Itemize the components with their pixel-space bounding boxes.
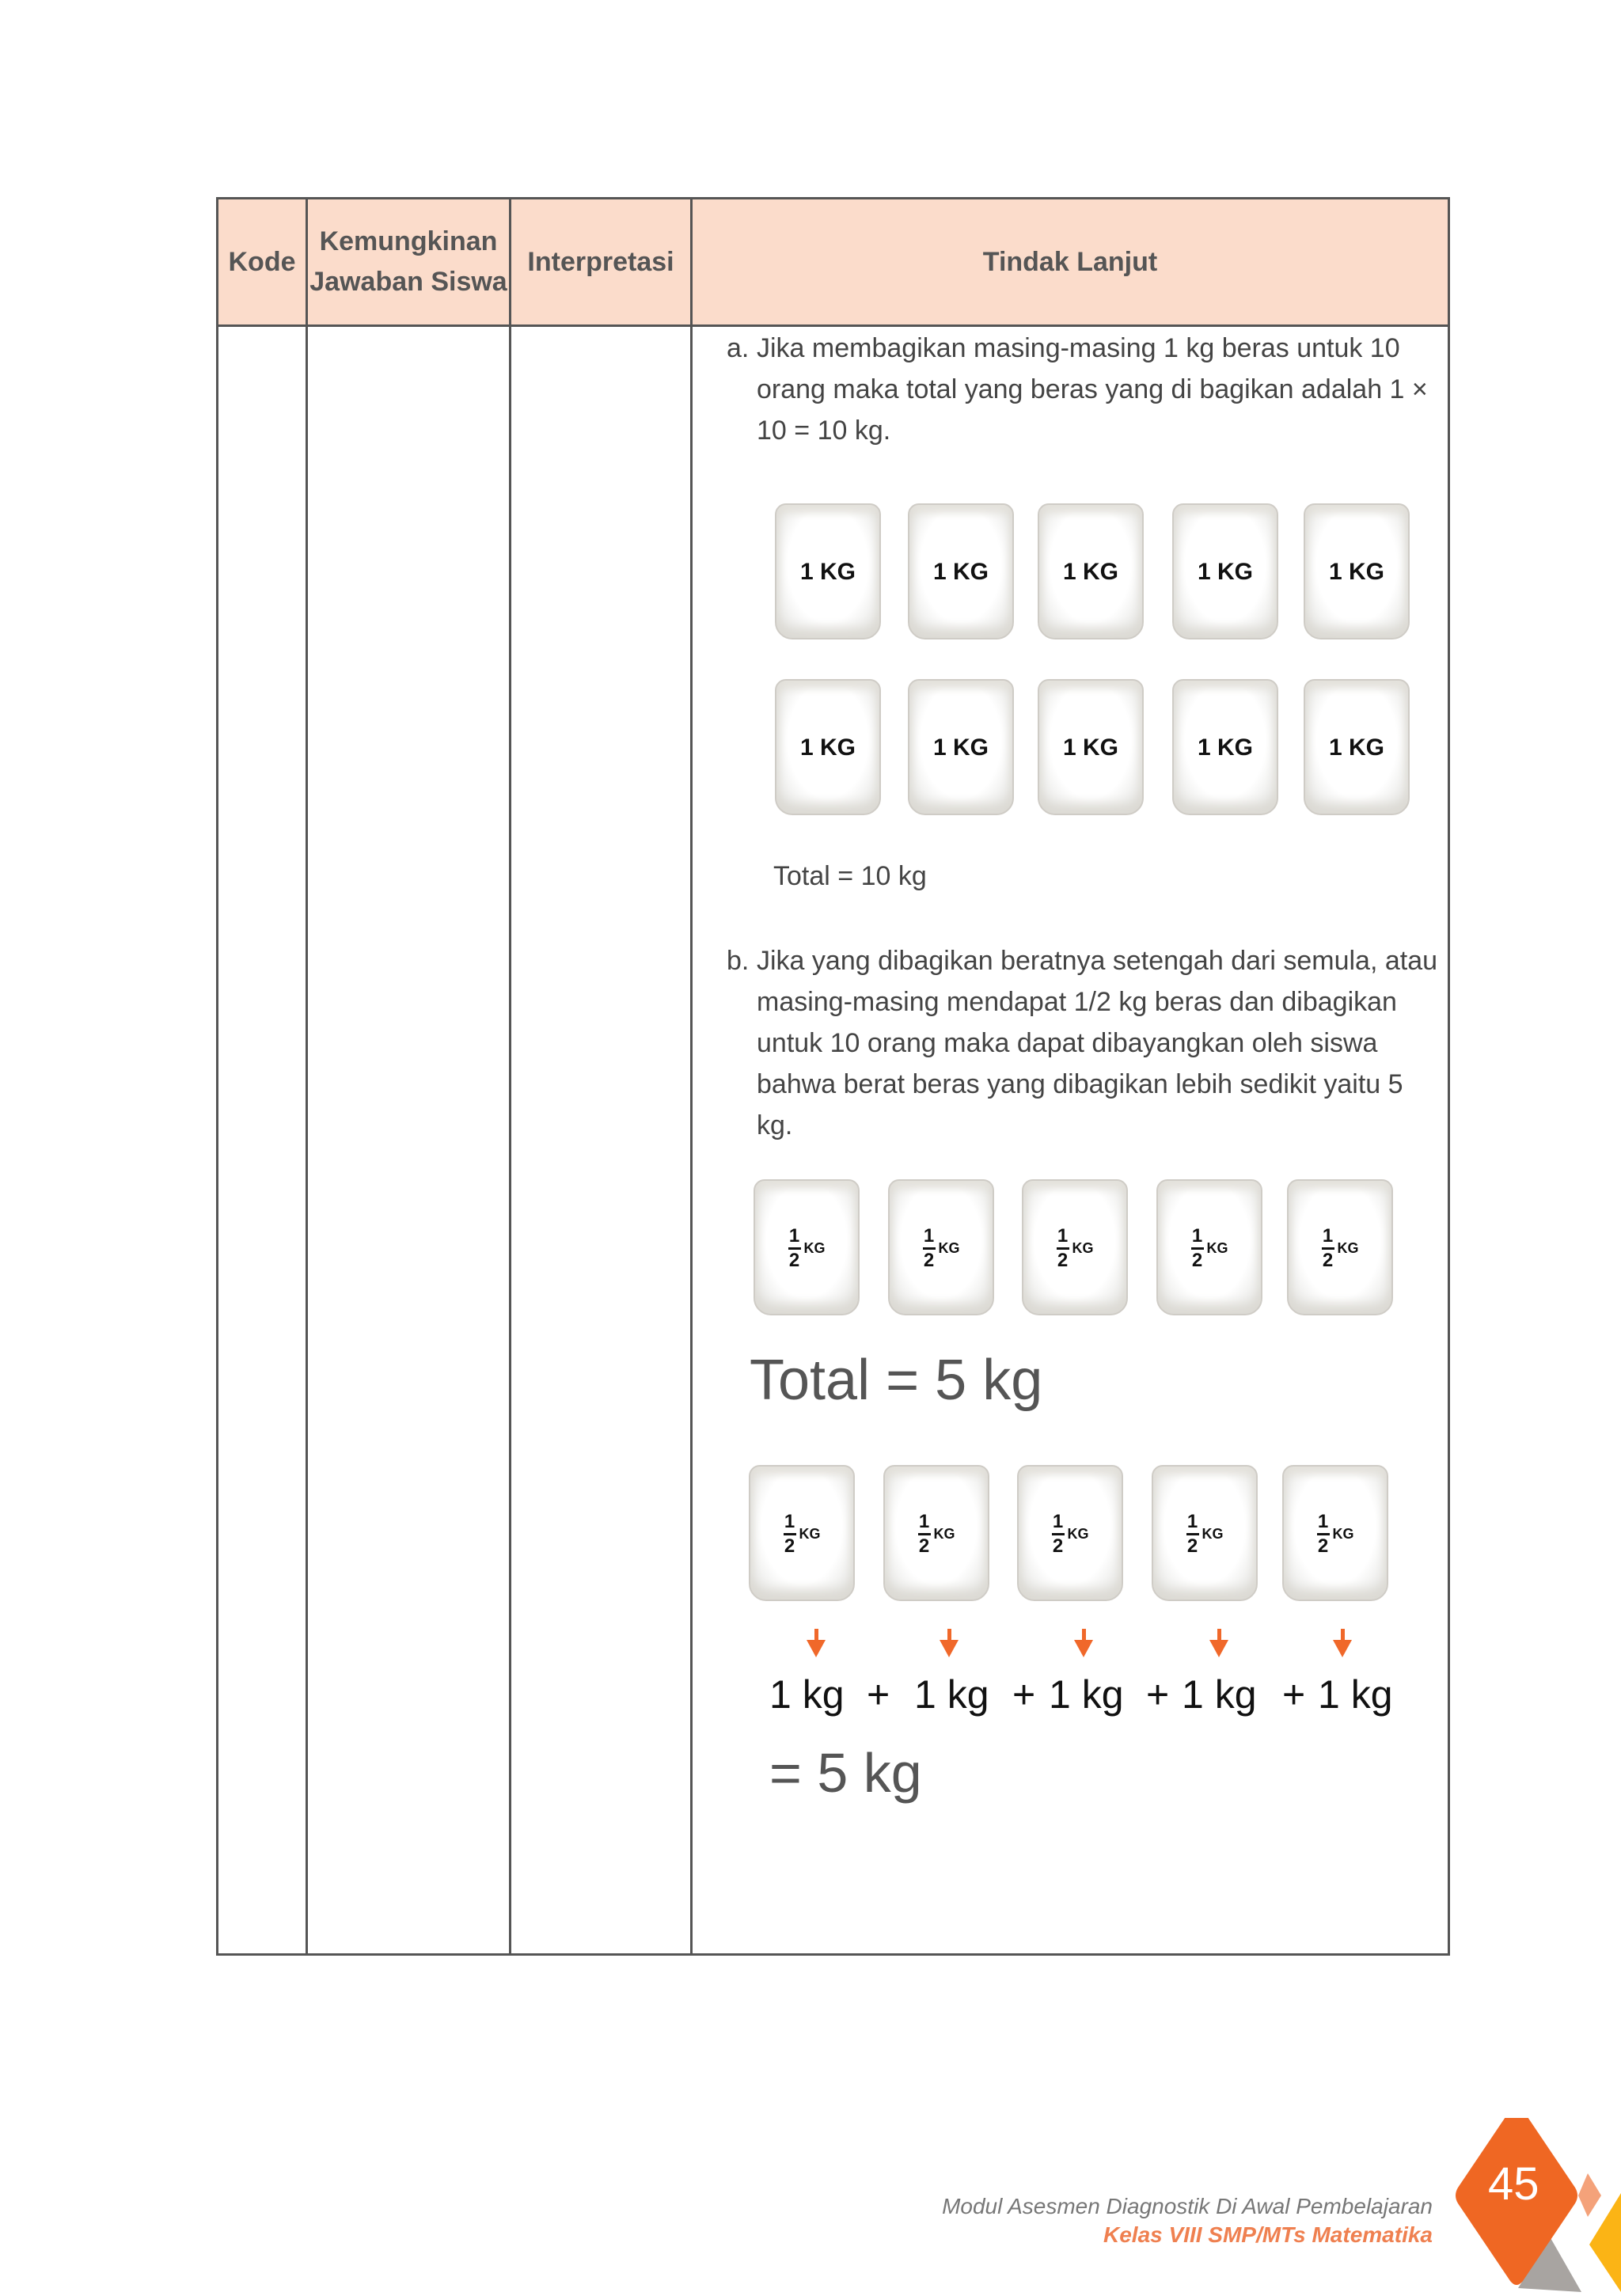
one-kg-rice-bag: [903, 497, 1019, 647]
point-b-label: b.: [727, 946, 750, 976]
bag-label: 1 KG: [1062, 734, 1119, 761]
arrow-down-icon: [807, 1640, 826, 1657]
numerator: 1: [784, 1510, 795, 1532]
bag-label: 1 KG: [799, 734, 856, 761]
page-number: 45: [1488, 2158, 1539, 2210]
bag-label: [1012, 1459, 1128, 1609]
point-b: [727, 940, 1439, 1146]
unit: KG: [1067, 1525, 1089, 1542]
point-b-text: Jika yang dibagikan beratnya setengah dari semula, atau masing-masing mendapat 1/2 kg beras dan dibagikan untuk 10 orang maka dapat dibayangkan oleh siswa bahwa berat beras yang dibagikan lebih sedikit yaitu 5 kg.: [757, 946, 1438, 1140]
header-kode: Kode: [228, 246, 296, 277]
sum-term: 1 kg: [1182, 1672, 1257, 1717]
numerator: 1: [1191, 1224, 1203, 1247]
sum-term: 1 kg: [1318, 1672, 1393, 1717]
unit: KG: [803, 1239, 826, 1256]
unit: KG: [799, 1525, 821, 1542]
sum-term: 1 kg: [1049, 1672, 1124, 1717]
unit: KG: [1072, 1239, 1094, 1256]
half-kg-rice-bag: [883, 1173, 999, 1323]
one-kg-rice-bag: [1167, 497, 1283, 647]
bag-label: 1 KG: [1197, 734, 1254, 761]
fraction: [1052, 1512, 1065, 1556]
fraction: [1322, 1224, 1334, 1271]
bag-label: 1 KG: [1062, 559, 1119, 585]
fraction: [923, 1224, 936, 1271]
half-kg-rice-bag: [1012, 1459, 1128, 1609]
plus-sign: +: [1146, 1672, 1170, 1717]
denominator: 2: [1052, 1535, 1064, 1557]
half-kg-rice-bag: [749, 1173, 864, 1323]
one-kg-rice-bag: [1167, 673, 1283, 823]
fraction: [1317, 1512, 1330, 1556]
bag-label: [1017, 1173, 1133, 1323]
plus-sign: +: [867, 1672, 890, 1717]
half-kg-rice-bag: [1147, 1459, 1262, 1609]
numerator: 1: [923, 1224, 935, 1247]
point-a-text: Jika membagikan masing-masing 1 kg beras untuk 10 orang maka total yang beras yang di bagikan adalah 1 × 10 = 10 kg.: [757, 333, 1428, 446]
fraction: [1191, 1224, 1204, 1271]
unit: KG: [1206, 1239, 1228, 1256]
numerator: 1: [1186, 1510, 1198, 1532]
unit: KG: [933, 1525, 955, 1542]
numerator: 1: [1052, 1510, 1064, 1532]
unit: KG: [1202, 1525, 1224, 1542]
one-kg-rice-bag: [1299, 497, 1414, 647]
sum-term: 1 kg: [914, 1672, 989, 1717]
bag-label: 1 KG: [932, 734, 989, 761]
numerator: 1: [1317, 1510, 1329, 1532]
half-kg-rice-bag: [1017, 1173, 1133, 1323]
denominator: 2: [788, 1249, 800, 1271]
point-a: [727, 328, 1439, 451]
column-divider: [690, 199, 693, 1953]
half-kg-rice-bag: [744, 1459, 860, 1609]
denominator: 2: [923, 1249, 935, 1271]
total-a: Total = 10 kg: [773, 861, 927, 891]
bag-label: [1147, 1459, 1262, 1609]
one-kg-rice-bag: [1299, 673, 1414, 823]
column-divider: [306, 199, 308, 1953]
arrow-down-icon: [1209, 1640, 1228, 1657]
bag-label: [883, 1173, 999, 1323]
denominator: 2: [1322, 1249, 1334, 1271]
arrow-down-icon: [940, 1640, 959, 1657]
one-kg-rice-bag: [1033, 673, 1148, 823]
denominator: 2: [1186, 1535, 1198, 1557]
bag-label: [1282, 1173, 1398, 1323]
header-kemungkinan-jawaban: Kemungkinan Jawaban Siswa: [309, 226, 507, 297]
total-b: Total = 5 kg: [750, 1349, 1043, 1412]
one-kg-rice-bag: [1033, 497, 1148, 647]
bag-label: [744, 1459, 860, 1609]
denominator: 2: [918, 1535, 930, 1557]
bag-label: [1152, 1173, 1267, 1323]
arrow-down-icon: [1333, 1640, 1352, 1657]
footer-title: Modul Asesmen Diagnostik Di Awal Pembelajaran: [942, 2194, 1433, 2218]
fraction: [784, 1512, 796, 1556]
unit: KG: [1337, 1239, 1359, 1256]
sum-result: = 5 kg: [769, 1742, 922, 1804]
header-interpretasi: Interpretasi: [527, 246, 674, 277]
bag-label: [1277, 1459, 1393, 1609]
one-kg-rice-bag: [770, 673, 886, 823]
unit: KG: [938, 1239, 960, 1256]
page-badge: [1439, 2118, 1605, 2284]
bag-label: 1 KG: [1197, 559, 1254, 585]
numerator: 1: [788, 1224, 800, 1247]
denominator: 2: [784, 1535, 795, 1557]
one-kg-rice-bag: [770, 497, 886, 647]
half-kg-rice-bag: [879, 1459, 994, 1609]
denominator: 2: [1057, 1249, 1069, 1271]
fraction: [918, 1512, 931, 1556]
bag-label: 1 KG: [799, 559, 856, 585]
plus-sign: +: [1012, 1672, 1036, 1717]
unit: KG: [1332, 1525, 1354, 1542]
bag-label: 1 KG: [1328, 559, 1385, 585]
header-tindak-lanjut: Tindak Lanjut: [982, 246, 1158, 277]
bag-label: [879, 1459, 994, 1609]
half-kg-rice-bag: [1277, 1459, 1393, 1609]
fraction: [788, 1224, 801, 1271]
sum-term: 1 kg: [769, 1672, 845, 1717]
one-kg-rice-bag: [903, 673, 1019, 823]
bag-label: 1 KG: [932, 559, 989, 585]
fraction: [1057, 1224, 1069, 1271]
arrow-down-icon: [1074, 1640, 1093, 1657]
column-divider: [509, 199, 511, 1953]
half-kg-rice-bag: [1152, 1173, 1267, 1323]
bag-label: 1 KG: [1328, 734, 1385, 761]
bag-label: [749, 1173, 864, 1323]
fraction: [1186, 1512, 1199, 1556]
numerator: 1: [1057, 1224, 1069, 1247]
numerator: 1: [918, 1510, 930, 1532]
denominator: 2: [1191, 1249, 1203, 1271]
denominator: 2: [1317, 1535, 1329, 1557]
footer-subtitle: Kelas VIII SMP/MTs Matematika: [1103, 2222, 1433, 2247]
point-a-label: a.: [727, 333, 750, 363]
plus-sign: +: [1282, 1672, 1306, 1717]
half-kg-rice-bag: [1282, 1173, 1398, 1323]
numerator: 1: [1322, 1224, 1334, 1247]
